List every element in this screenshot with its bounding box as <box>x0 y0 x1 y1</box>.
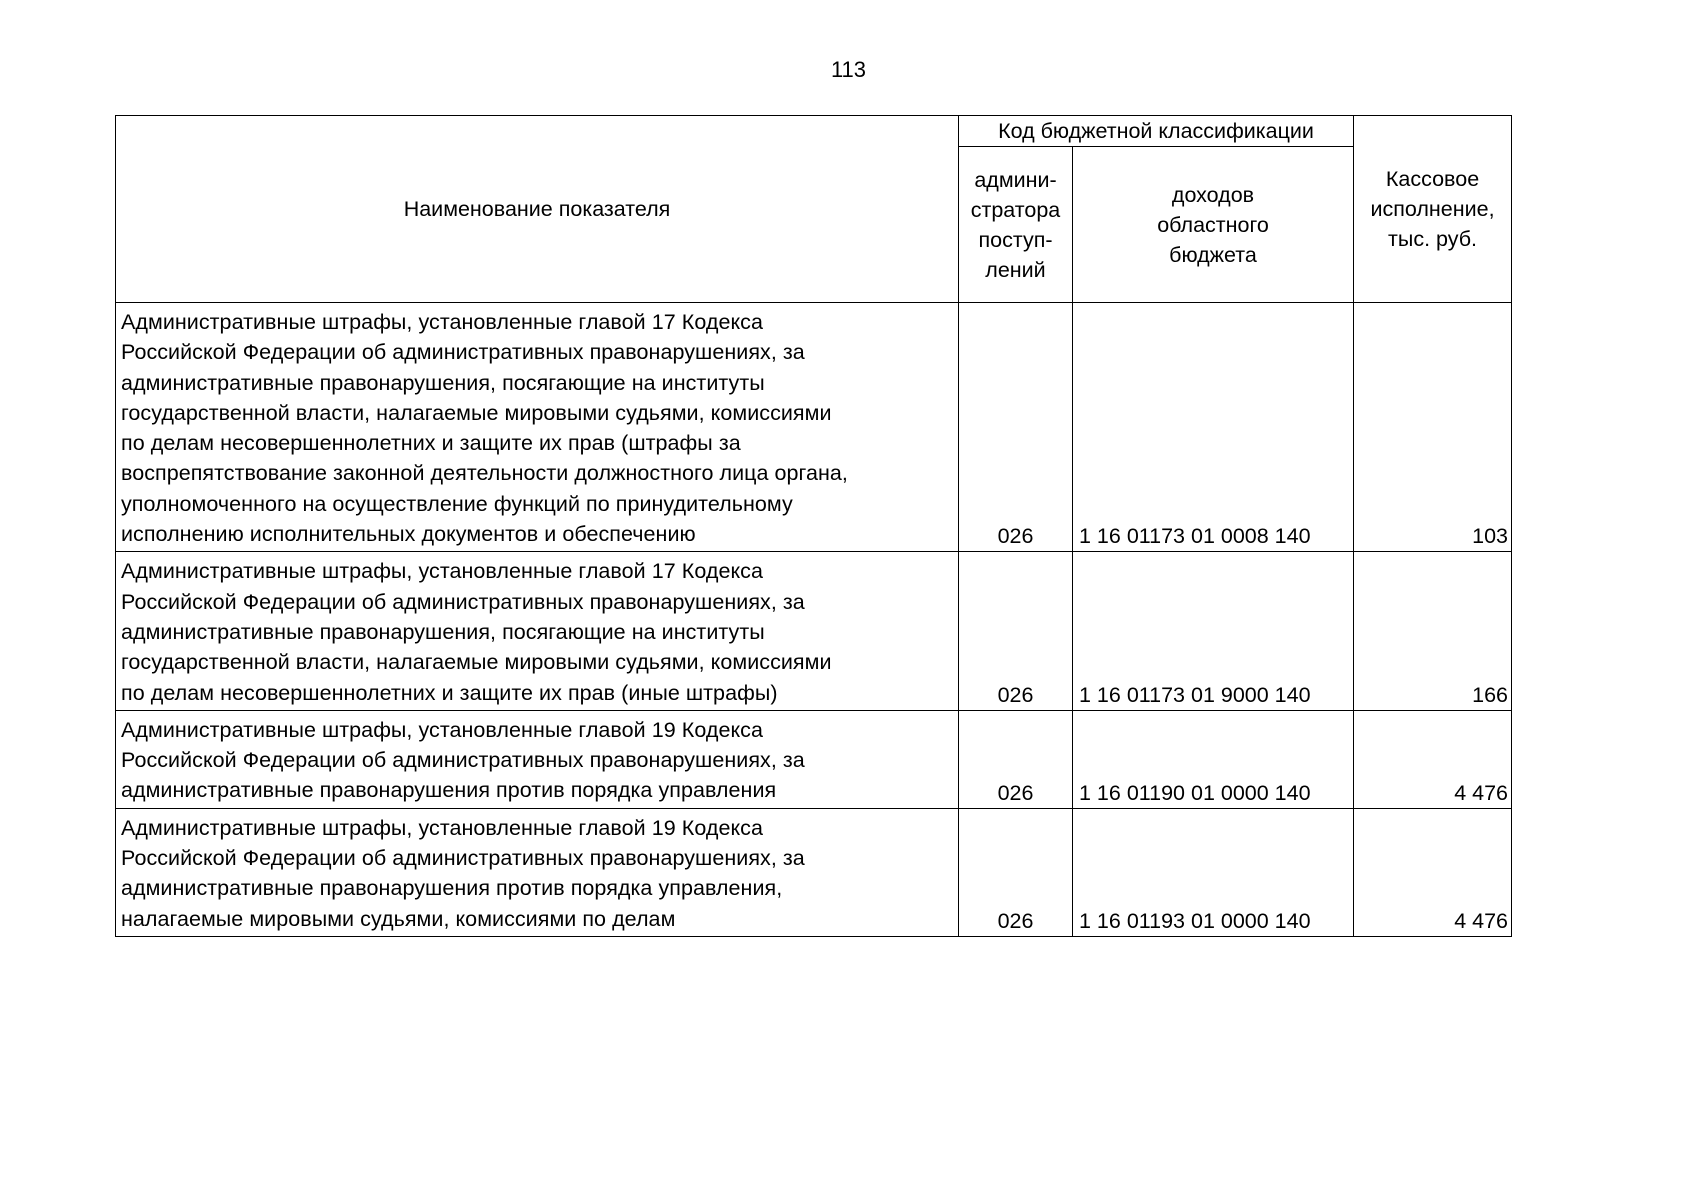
header-code-group: Код бюджетной классификации <box>959 116 1354 147</box>
header-cash-line: Кассовое <box>1385 167 1480 191</box>
page-number: 113 <box>830 57 867 82</box>
name-line: Российской Федерации об административных правонарушениях, за <box>121 340 805 365</box>
row-cash-amount: 166 <box>1354 552 1512 710</box>
name-line: по делам несовершеннолетних и защите их прав (штрафы за <box>121 431 741 456</box>
header-admin-line: стратора <box>970 197 1061 222</box>
row-admin-code: 026 <box>959 808 1073 936</box>
name-line: административные правонарушения против порядка управления, <box>121 876 783 901</box>
name-line: воспрепятствование законной деятельности должностного лица органа, <box>121 461 848 486</box>
header-revenue-line: доходов <box>1171 182 1255 207</box>
name-line: государственной власти, налагаемые мировыми судьями, комиссиями <box>121 400 832 425</box>
name-line: Российской Федерации об административных правонарушениях, за <box>121 589 805 614</box>
row-admin-code: 026 <box>959 552 1073 710</box>
row-indicator-name <box>116 710 959 808</box>
header-cash-execution <box>1354 116 1512 303</box>
header-cash-line: тыс. руб. <box>1388 227 1478 251</box>
header-admin-line: лений <box>985 257 1046 282</box>
header-revenue-line: областного <box>1157 212 1269 237</box>
name-line: Административные штрафы, установленные главой 19 Кодекса <box>121 717 763 742</box>
header-revenue-line: бюджета <box>1169 242 1257 267</box>
name-line: административные правонарушения против порядка управления <box>121 778 777 803</box>
row-indicator-name <box>116 552 959 710</box>
name-line: Административные штрафы, установленные главой 19 Кодекса <box>121 815 763 840</box>
name-line: Административные штрафы, установленные главой 17 Кодекса <box>121 559 763 584</box>
header-indicator-name: Наименование показателя <box>116 116 959 303</box>
name-line: исполнению исполнительных документов и обеспечению <box>121 522 696 547</box>
row-revenue-code: 1 16 01190 01 0000 140 <box>1073 710 1354 808</box>
row-revenue-code: 1 16 01173 01 0008 140 <box>1073 303 1354 552</box>
table-row <box>116 552 1512 710</box>
row-admin-code: 026 <box>959 710 1073 808</box>
name-line: административные правонарушения, посягающие на институты <box>121 370 765 395</box>
row-indicator-name <box>116 808 959 936</box>
row-indicator-name <box>116 303 959 552</box>
name-line: налагаемые мировыми судьями, комиссиями по делам <box>121 906 676 931</box>
row-revenue-code: 1 16 01173 01 9000 140 <box>1073 552 1354 710</box>
table-row <box>116 808 1512 936</box>
name-line: по делам несовершеннолетних и защите их прав (иные штрафы) <box>121 680 778 705</box>
row-cash-amount: 103 <box>1354 303 1512 552</box>
header-admin-line: поступ- <box>978 227 1053 252</box>
header-admin <box>959 147 1073 303</box>
name-line: административные правонарушения, посягающие на институты <box>121 619 765 644</box>
table-row <box>116 303 1512 552</box>
table-row <box>116 710 1512 808</box>
name-line: Административные штрафы, установленные главой 17 Кодекса <box>121 310 763 334</box>
row-revenue-code: 1 16 01193 01 0000 140 <box>1073 808 1354 936</box>
name-line: государственной власти, налагаемые мировыми судьями, комиссиями <box>121 650 832 675</box>
row-cash-amount: 4 476 <box>1354 808 1512 936</box>
row-cash-amount: 4 476 <box>1354 710 1512 808</box>
budget-revenue-table <box>115 115 1512 937</box>
name-line: Российской Федерации об административных правонарушениях, за <box>121 748 805 773</box>
header-admin-line: админи- <box>974 167 1057 192</box>
header-cash-line: исполнение, <box>1370 197 1495 221</box>
name-line: Российской Федерации об административных правонарушениях, за <box>121 846 805 871</box>
row-admin-code: 026 <box>959 303 1073 552</box>
name-line: уполномоченного на осуществление функций по принудительному <box>121 491 793 516</box>
header-revenue <box>1073 147 1354 303</box>
